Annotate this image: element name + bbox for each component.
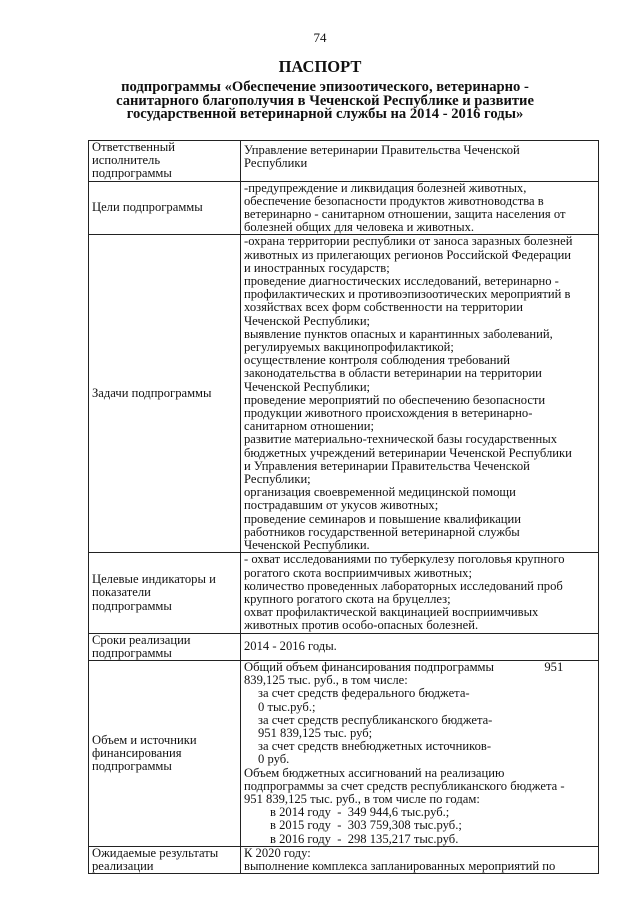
table-row [89, 553, 599, 633]
content-line: Чеченской Республики; [244, 314, 371, 328]
content-line: бюджетных учреждений ветеринарии Чеченской Республики [244, 446, 572, 460]
content-line: продукции животного происхождения в ветеринарно- [244, 407, 533, 421]
label-line: Целевые индикаторы и [92, 573, 216, 587]
content-line: и Управления ветеринарии Правительства Чеченской [244, 459, 530, 473]
table-row [89, 846, 599, 873]
row-label-goals [89, 181, 241, 235]
content-line: выявление пунктов опасных и карантинных заболеваний, [244, 327, 553, 341]
label-line: Сроки реализации [92, 633, 191, 647]
content-line: подпрограммы за счет средств республиканского бюджета - [244, 779, 565, 793]
table-row [89, 141, 599, 182]
content-line: охват профилактической вакцинацией восприимчивых [244, 606, 539, 620]
content-line: обеспечение безопасности продуктов животноводства в [244, 194, 544, 208]
content-line: Общий объем финансирования подпрограммы 951 [244, 660, 564, 674]
passport-table [88, 140, 599, 874]
content-line: крупного рогатого скота на бруцеллез; [244, 592, 451, 606]
content-line: Республики; [244, 473, 311, 487]
row-label-responsible [89, 141, 241, 182]
content-line: ветеринарно - санитарном отношении, защита населения от [244, 208, 566, 222]
content-line: развитие материально-технической базы государственных [244, 433, 558, 447]
content-line: работников государственной ветеринарной службы [244, 525, 520, 539]
label-line: Задачи подпрограммы [92, 387, 212, 401]
content-line: организация своевременной медицинской помощи [244, 486, 516, 500]
row-label-indicators [89, 553, 241, 633]
page-number: 74 [313, 30, 327, 45]
content-line: Республики [244, 157, 308, 171]
content-line: Управление ветеринарии Правительства Чеченской [244, 144, 520, 157]
content-line: в 2014 году - 349 944,6 тыс.руб.; [270, 806, 450, 820]
table-row [89, 660, 599, 846]
content-line: -охрана территории республики от заноса заразных болезней [244, 235, 573, 249]
row-content-goals [241, 181, 599, 235]
content-line: Чеченской Республики; [244, 380, 371, 394]
label-line: подпрограммы [92, 167, 172, 181]
content-line: К 2020 году: [244, 846, 311, 860]
content-line: 951 839,125 тыс. руб; [258, 726, 373, 740]
content-line: - охват исследованиями по туберкулезу поголовья крупного [244, 553, 565, 567]
content-line: законодательства в области ветеринарии на территории [244, 367, 542, 381]
content-line: проведение семинаров и повышение квалификации [244, 512, 522, 526]
row-content-tasks [241, 235, 599, 553]
row-label-timeframe [89, 633, 241, 660]
document-title: ПАСПОРТ [278, 57, 362, 76]
content-line: 0 руб. [258, 753, 290, 767]
content-line: выполнение комплекса запланированных мероприятий по [244, 859, 556, 873]
label-line: реализации [92, 859, 154, 873]
content-line: в 2016 году - 298 135,217 тыс.руб. [270, 832, 459, 846]
content-line: животных против особо-опасных болезней. [244, 619, 479, 633]
content-line: -предупреждение и ликвидация болезней животных, [244, 181, 527, 195]
row-content-responsible [241, 141, 599, 182]
content-line: и иностранных государств; [244, 261, 390, 275]
content-line: осуществление контроля соблюдения требований [244, 354, 511, 368]
content-line: 0 тыс.руб.; [258, 700, 316, 714]
label-line: Ответственный [92, 141, 175, 154]
content-line: 2014 - 2016 годы. [244, 640, 337, 654]
label-line: Объем и источники [92, 733, 197, 747]
subtitle-line: санитарного благополучия в Чеченской Республике и развитие [116, 92, 534, 109]
label-line: показатели [92, 586, 151, 600]
content-line: 951 839,125 тыс. руб., в том числе по годам: [244, 792, 480, 806]
label-line: подпрограммы [92, 759, 172, 773]
content-line: Чеченской Республики. [244, 539, 370, 553]
label-line: исполнитель [92, 154, 161, 168]
content-line: за счет средств федерального бюджета- [258, 687, 470, 701]
row-content-results [241, 846, 599, 873]
row-label-tasks [89, 235, 241, 553]
content-line: за счет средств внебюджетных источников- [258, 740, 492, 754]
label-line: Цели подпрограммы [92, 201, 203, 215]
content-line: в 2015 году - 303 759,308 тыс.руб.; [270, 819, 462, 833]
content-line: проведение диагностических исследований, ветеринарно - [244, 275, 559, 289]
subtitle-line: подпрограммы «Обеспечение эпизоотического, ветеринарно - [121, 79, 529, 95]
row-content-indicators [241, 553, 599, 633]
table-row [89, 181, 599, 235]
content-line: проведение мероприятий по обеспечению безопасности [244, 393, 546, 407]
label-line: финансирования [92, 746, 182, 760]
content-line: регулируемых вакцинопрофилактикой; [244, 341, 454, 355]
label-line: подпрограммы [92, 599, 172, 613]
label-line: подпрограммы [92, 646, 172, 660]
content-line: рогатого скота восприимчивых животных; [244, 566, 472, 580]
content-line: профилактических и противоэпизоотических мероприятий в [244, 288, 571, 302]
content-line: санитарном отношении; [244, 420, 374, 434]
document-subtitle [110, 81, 540, 122]
content-line: хозяйствах всех форм собственности на территории [244, 301, 523, 315]
subtitle-line: государственной ветеринарной службы на 2014 - 2016 годы» [126, 106, 524, 122]
content-line: за счет средств республиканского бюджета- [258, 713, 493, 727]
content-line: животных из прилегающих регионов Российской Федерации [244, 248, 572, 262]
row-label-funding [89, 660, 241, 846]
content-line: болезней общих для человека и животных. [244, 221, 475, 235]
content-line: 839,125 тыс. руб., в том числе: [244, 674, 408, 688]
table-row [89, 633, 599, 660]
label-line: Ожидаемые результаты [92, 846, 219, 860]
row-label-results [89, 846, 241, 873]
content-line: Объем бюджетных ассигнований на реализацию [244, 766, 505, 780]
content-line: количество проведенных лабораторных исследований проб [244, 579, 563, 593]
row-content-funding [241, 660, 599, 846]
content-line: пострадавшим от укусов животных; [244, 499, 439, 513]
row-content-timeframe [241, 633, 599, 660]
table-row [89, 235, 599, 553]
